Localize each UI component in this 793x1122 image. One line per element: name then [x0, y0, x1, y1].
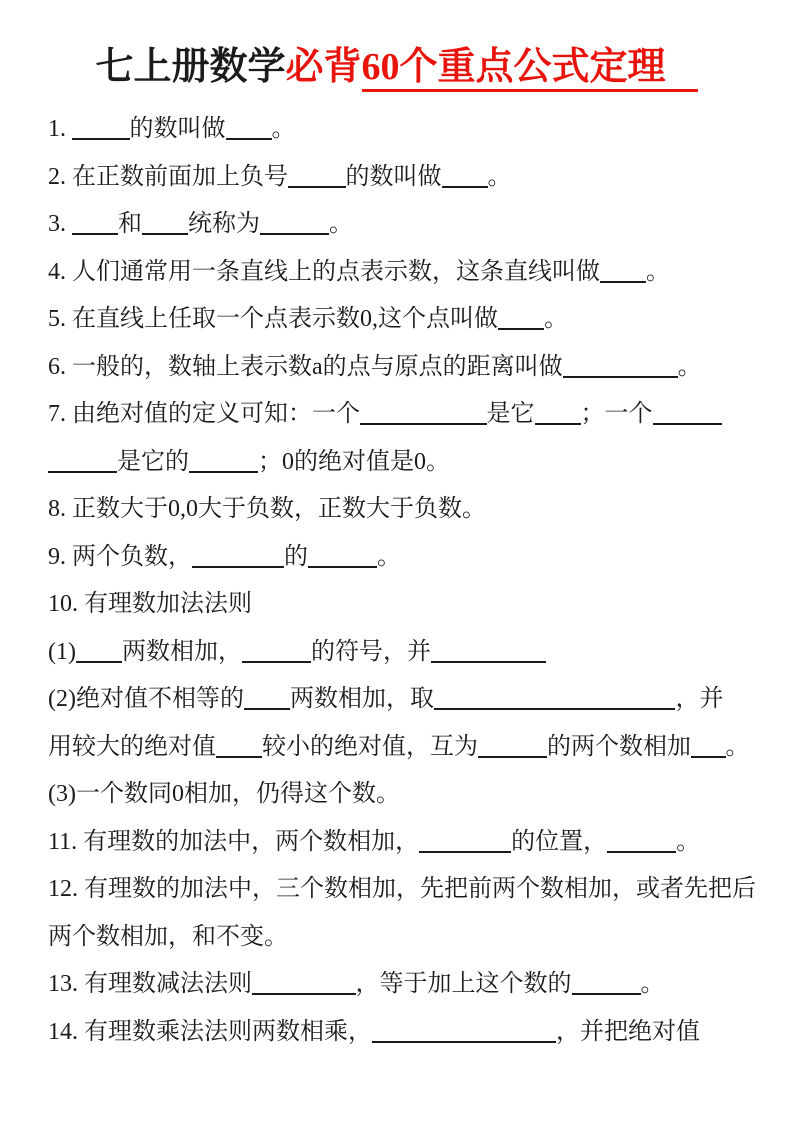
fill-in-blank — [142, 225, 188, 235]
worksheet-line-5: 5. 在直线上任取一个点表示数0,这个点叫做 。 — [48, 306, 568, 332]
worksheet-line-17: 12. 有理数的加法中，三个数相加，先把前两个数相加，或者先把后 — [48, 876, 756, 902]
page-title — [24, 42, 769, 92]
worksheet-line-13: (2)绝对值不相等的 两数相加，取 ，并 — [48, 686, 724, 712]
worksheet-line-6: 6. 一般的，数轴上表示数a的点与原点的距离叫做 。 — [48, 353, 702, 380]
title-red-part: 必背 — [285, 46, 362, 88]
worksheet-line-7: 7. 由绝对值的定义可知：一个 是它 ；一个 — [48, 391, 749, 439]
fill-in-blank — [72, 130, 130, 140]
fill-in-blank — [244, 700, 290, 710]
worksheet-line-19: 13. 有理数减法法则 ，等于加上这个数的 。 — [48, 971, 665, 997]
worksheet-line-15: (3)一个数同0相加，仍得这个数。 — [48, 781, 400, 807]
worksheet-line-2: 2. 在正数前面加上负号 的数叫做 。 — [48, 163, 512, 190]
fill-in-blank — [653, 415, 722, 425]
worksheet-line-10: 9. 两个负数， 的 。 — [48, 543, 401, 570]
worksheet-line-20: 14. 有理数乘法法则两数相乘， ，并把绝对值 — [48, 1018, 700, 1045]
worksheet-line-18: 两个数相加，和不变。 — [48, 923, 288, 950]
worksheet-line-14: 用较大的绝对值 较小的绝对值，互为 的两个数相加 。 — [48, 733, 750, 760]
fill-in-blank — [72, 225, 118, 235]
worksheet-line-1: 1. 的数叫做 。 — [48, 116, 296, 142]
worksheet-body — [0, 98, 793, 1056]
fill-in-blank — [572, 985, 641, 995]
fill-in-blank — [434, 700, 676, 710]
fill-in-blank — [260, 225, 329, 235]
title-red-underlined-part: 60个重点公式定理 — [362, 46, 698, 92]
fill-in-blank — [419, 843, 511, 853]
worksheet-line-11: 10. 有理数加法法则 — [48, 591, 252, 617]
fill-in-blank — [691, 748, 726, 758]
fill-in-blank — [360, 415, 487, 425]
fill-in-blank — [563, 368, 678, 378]
fill-in-blank — [242, 653, 311, 663]
worksheet-line-12: (1) 两数相加， 的符号，并 — [48, 629, 749, 677]
fill-in-blank — [372, 1033, 556, 1043]
worksheet-line-9: 8. 正数大于0,0大于负数，正数大于负数。 — [48, 496, 486, 522]
fill-in-blank — [442, 178, 488, 188]
fill-in-blank — [216, 748, 262, 758]
fill-in-blank — [431, 653, 546, 663]
worksheet-line-8: 是它的 ；0的绝对值是0。 — [48, 439, 749, 487]
fill-in-blank — [252, 985, 356, 995]
fill-in-blank — [535, 415, 581, 425]
fill-in-blank — [607, 843, 676, 853]
worksheet-line-16: 11. 有理数的加法中，两个数相加， 的位置， 。 — [48, 828, 701, 855]
fill-in-blank — [48, 463, 117, 473]
fill-in-blank — [308, 558, 377, 568]
fill-in-blank — [76, 653, 122, 663]
fill-in-blank — [600, 273, 646, 283]
fill-in-blank — [226, 130, 272, 140]
fill-in-blank — [498, 320, 544, 330]
worksheet-line-3: 3. 和 统称为 。 — [48, 211, 353, 237]
fill-in-blank — [189, 463, 258, 473]
worksheet-line-4: 4. 人们通常用一条直线上的点表示数，这条直线叫做 。 — [48, 258, 670, 285]
fill-in-blank — [192, 558, 284, 568]
title-black-part: 七上册数学 — [95, 46, 286, 88]
fill-in-blank — [478, 748, 547, 758]
fill-in-blank — [288, 178, 346, 188]
